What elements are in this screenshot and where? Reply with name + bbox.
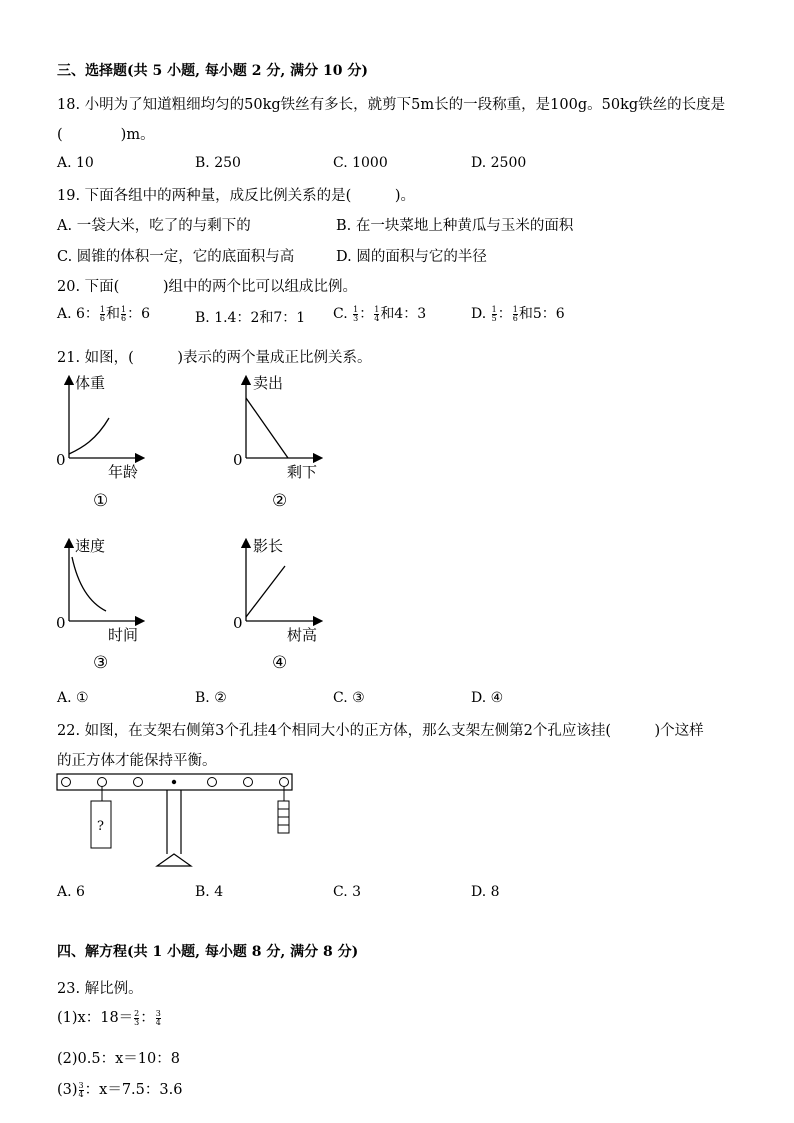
graph-2-origin: 0 xyxy=(233,451,243,469)
question-19-text: 19. 下面各组中的两种量，成反比例关系的是( )。 xyxy=(57,188,415,204)
q21-option-d[interactable]: D. ④ xyxy=(471,690,504,706)
graph-4-xlabel: 树高 xyxy=(287,626,318,644)
balance-diagram xyxy=(57,774,292,866)
graph-1-ylabel: 体重 xyxy=(75,374,106,392)
fraction: $\frac{2}{3}$ xyxy=(134,1008,140,1027)
graph-2-line xyxy=(246,398,288,458)
cube xyxy=(278,809,289,817)
graph-2-xlabel: 剩下 xyxy=(287,463,318,481)
question-18-blank: ( )m。 xyxy=(57,127,155,143)
fraction: $\frac{3}{4}$ xyxy=(78,1080,84,1099)
fraction: $\frac{1}{6}$ xyxy=(121,304,127,323)
q20-a-mid: 和 xyxy=(106,306,121,322)
q20-c-mid: ： xyxy=(359,306,374,322)
fraction: $\frac{1}{4}$ xyxy=(374,304,380,323)
graph-1 xyxy=(56,374,140,511)
q20-c-post: 和4：3 xyxy=(380,306,427,322)
graph-1-curve xyxy=(69,418,109,454)
q23-p1-mid: ： xyxy=(140,1010,155,1026)
graph-1-number: ① xyxy=(93,491,109,511)
q23-part-3 xyxy=(57,1078,182,1099)
q20-option-b[interactable]: B. 1.4：2和7：1 xyxy=(195,310,306,326)
q21-option-c[interactable]: C. ③ xyxy=(333,690,365,706)
graph-2-number: ② xyxy=(272,491,288,511)
graph-3-origin: 0 xyxy=(56,614,66,632)
graph-3 xyxy=(56,537,140,673)
q21-option-b[interactable]: B. ② xyxy=(195,690,227,706)
q20-d-post: 和5：6 xyxy=(518,306,565,322)
graph-2 xyxy=(233,374,318,511)
fraction: $\frac{1}{6}$ xyxy=(512,304,518,323)
q22-option-b[interactable]: B. 4 xyxy=(195,884,224,900)
question-22-text-cont: 的正方体才能保持平衡。 xyxy=(57,753,217,769)
graph-4-ylabel: 影长 xyxy=(253,537,284,555)
fraction: $\frac{3}{4}$ xyxy=(155,1008,161,1027)
question-20-text: 20. 下面( )组中的两个比可以组成比例。 xyxy=(57,279,357,295)
q23-part-1 xyxy=(57,1006,162,1027)
question-22-text: 22. 如图，在支架右侧第3个孔挂4个相同大小的正方体，那么支架左侧第2个孔应该挂( )个这样 xyxy=(57,723,704,739)
graph-3-ylabel: 速度 xyxy=(75,537,106,555)
q20-d-pre: D. xyxy=(471,306,491,322)
section-title: 三、选择题(共 5 小题, 每小题 2 分, 满分 10 分) xyxy=(57,63,368,79)
graph-4-line xyxy=(246,566,285,617)
q18-option-a[interactable]: A. 10 xyxy=(57,155,94,171)
section-title: 四、解方程(共 1 小题, 每小题 8 分, 满分 8 分) xyxy=(57,944,359,960)
fraction: $\frac{1}{5}$ xyxy=(491,304,497,323)
graph-3-xlabel: 时间 xyxy=(108,626,139,644)
cube xyxy=(278,817,289,825)
graph-4-number: ④ xyxy=(272,653,288,673)
q23-p1-pre: (1)x：18＝ xyxy=(57,1010,134,1026)
q23-p3-pre: (3) xyxy=(57,1082,78,1098)
question-21-text: 21. 如图，( )表示的两个量成正比例关系。 xyxy=(57,350,372,366)
q20-d-mid: ： xyxy=(497,306,512,322)
q22-option-a[interactable]: A. 6 xyxy=(57,884,85,900)
graph-3-number: ③ xyxy=(93,653,109,673)
q21-option-a[interactable]: A. ① xyxy=(57,690,89,706)
graph-4-origin: 0 xyxy=(233,614,243,632)
graph-2-ylabel: 卖出 xyxy=(253,374,284,392)
cube xyxy=(278,825,289,833)
unknown-mark: ? xyxy=(97,819,104,834)
q18-option-d[interactable]: D. 2500 xyxy=(471,155,527,171)
q20-c-pre: C. xyxy=(333,306,353,322)
graph-1-xlabel: 年龄 xyxy=(108,463,139,481)
q22-option-c[interactable]: C. 3 xyxy=(333,884,362,900)
q20-a-post: ：6 xyxy=(127,306,151,322)
q18-option-c[interactable]: C. 1000 xyxy=(333,155,388,171)
q19-option-c[interactable]: C. 圆锥的体积一定，它的底面积与高 xyxy=(57,249,295,265)
graph-3-curve xyxy=(72,557,106,611)
q18-option-b[interactable]: B. 250 xyxy=(195,155,241,171)
graph-1-origin: 0 xyxy=(56,451,66,469)
q19-option-a[interactable]: A. 一袋大米，吃了的与剩下的 xyxy=(57,218,251,234)
q19-option-d[interactable]: D. 圆的面积与它的半径 xyxy=(336,249,487,265)
q20-a-pre: A. 6： xyxy=(57,306,99,322)
pivot-point xyxy=(172,780,176,784)
question-23-text: 23. 解比例。 xyxy=(57,981,143,997)
q23-p3-post: ：x＝7.5：3.6 xyxy=(84,1082,183,1098)
fraction: $\frac{1}{6}$ xyxy=(99,304,106,323)
q19-option-b[interactable]: B. 在一块菜地上种黄瓜与玉米的面积 xyxy=(336,218,574,234)
graph-4 xyxy=(233,537,318,673)
question-18-text: 18. 小明为了知道粗细均匀的50kg铁丝有多长，就剪下5m长的一段称重，是100g。50kg铁丝的长度是 xyxy=(57,97,726,113)
q23-part-2: (2)0.5：x＝10：8 xyxy=(57,1051,180,1067)
q22-option-d[interactable]: D. 8 xyxy=(471,884,500,900)
fraction: $\frac{1}{3}$ xyxy=(353,304,359,323)
stand-base xyxy=(157,854,191,866)
cube xyxy=(278,801,289,809)
